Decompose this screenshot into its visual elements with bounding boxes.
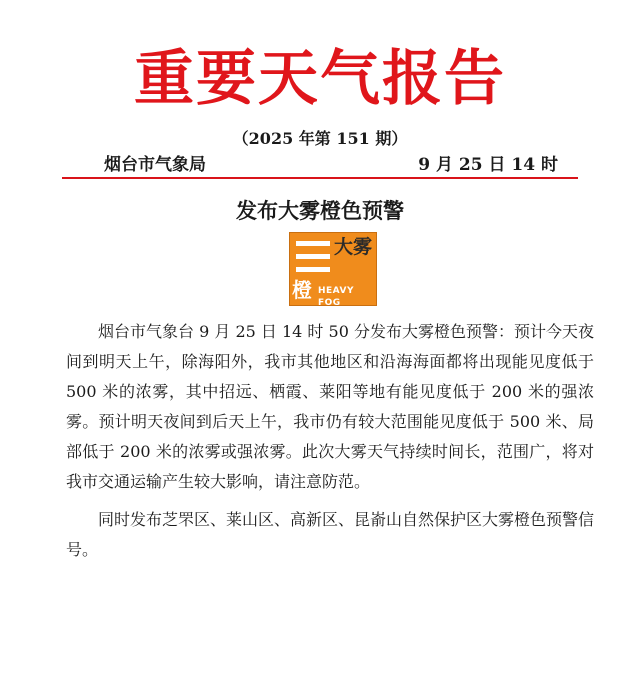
issuer-date-row xyxy=(62,154,578,176)
issue-number: （2025 年第 151 期） xyxy=(232,129,408,148)
report-headline: 发布大雾橙色预警 xyxy=(236,199,404,223)
fog-bar xyxy=(296,267,330,272)
issue-datetime: 9 月 25 日 14 时 xyxy=(418,155,558,175)
fog-bar xyxy=(296,254,330,259)
warning-level-cn: 橙 xyxy=(292,278,312,302)
heavy-fog-orange-warning-icon xyxy=(289,232,377,306)
report-masthead-title: 重要天气报告 xyxy=(134,44,506,114)
header-divider-rule xyxy=(62,177,578,179)
warning-type-en: HEAVY FOG xyxy=(318,286,355,308)
fog-bars-icon xyxy=(296,241,330,275)
report-paragraph-1: 烟台市气象台 9 月 25 日 14 时 50 分发布大雾橙色预警：预计今天夜间到明天上午，除海阳外，我市其他地区和沿海海面都将出现能见度低于 500 米的浓雾，其中招远、栖霞、莱阳等地有能见度低于 200 米的强浓雾。预计明天夜间到后天上午，我市仍有较大范围能见度低于 500 米、局部低于 200 米的浓雾或强浓雾。此次大雾天气持续时间长，范围广，将对我市交通运输产生较大影响，请注意防范。 xyxy=(66,322,594,491)
fog-bar xyxy=(296,241,330,246)
warning-type-cn: 大雾 xyxy=(334,236,373,258)
issuer-name: 烟台市气象局 xyxy=(104,155,206,175)
report-paragraph-2: 同时发布芝罘区、莱山区、高新区、昆嵛山自然保护区大雾橙色预警信号。 xyxy=(66,510,595,559)
